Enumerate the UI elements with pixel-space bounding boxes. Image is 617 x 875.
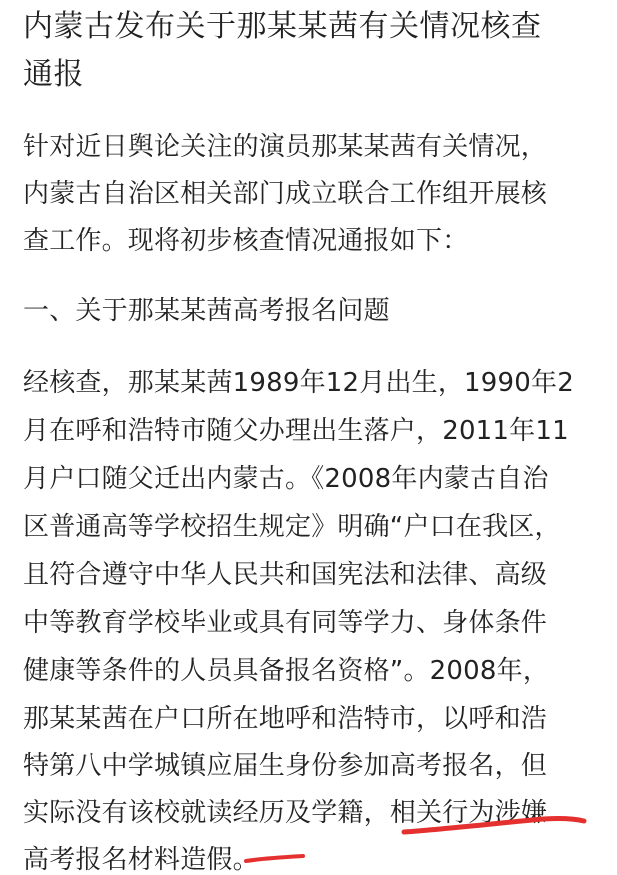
intro-line-2: 内蒙古自治区相关部门成立联合工作组开展核 <box>23 179 548 209</box>
body-line-5: 且符合遵守中华人民共和国宪法和法律、高级 <box>23 560 548 590</box>
body-line-10: 实际没有该校就读经历及学籍，相关行为涉嫌 <box>23 798 548 828</box>
section-heading: 一、关于那某某茜高考报名问题 <box>23 296 390 326</box>
body-line-7: 健康等条件的人员具备报名资格”。2008年， <box>23 656 550 686</box>
intro-line-3: 查工作。现将初步核查情况通报如下： <box>23 226 469 256</box>
body-line-11: 高考报名材料造假。 <box>23 845 259 875</box>
body-line-1: 经核查，那某某茜1989年12月出生，1990年2 <box>23 368 574 398</box>
article-title-line-1: 内蒙古发布关于那某某茜有关情况核查 <box>23 9 542 44</box>
body-line-2: 月在呼和浩特市随父办理出生落户，2011年11 <box>23 416 569 446</box>
body-line-3: 月户口随父迁出内蒙古。《2008年内蒙古自治 <box>23 464 549 494</box>
body-line-9: 特第八中学城镇应届生身份参加高考报名，但 <box>23 751 548 781</box>
body-line-4: 区普通高等学校招生规定》明确“户口在我区， <box>23 512 561 542</box>
body-line-8: 那某某茜在户口所在地呼和浩特市，以呼和浩 <box>23 704 548 734</box>
body-line-6: 中等教育学校毕业或具有同等学力、身体条件 <box>23 608 548 638</box>
article-title-line-2: 通报 <box>23 57 84 92</box>
intro-line-1: 针对近日舆论关注的演员那某某茜有关情况， <box>23 132 548 162</box>
